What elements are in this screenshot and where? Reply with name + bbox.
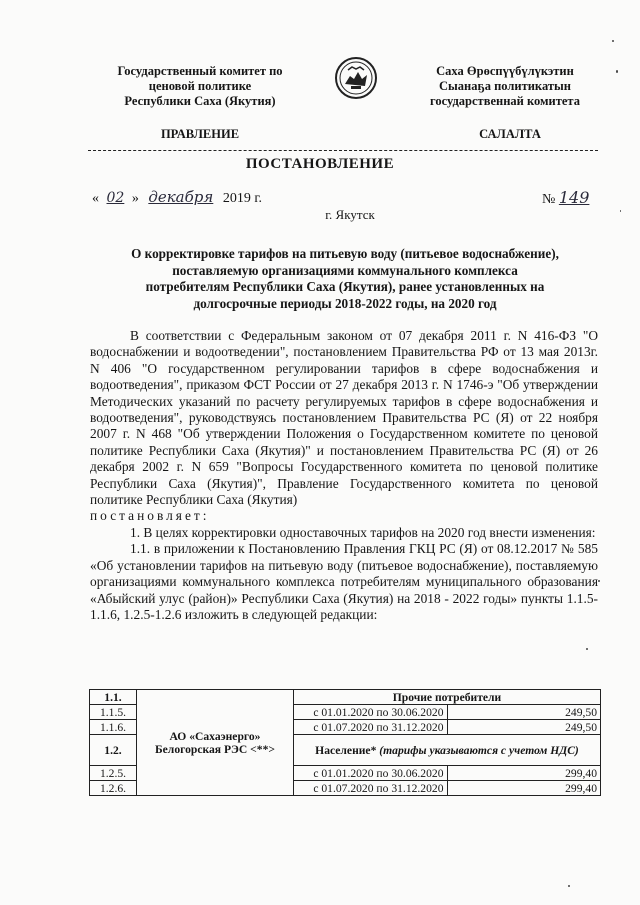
row-label: 1.2.6. xyxy=(90,781,137,796)
header-divider xyxy=(88,150,598,151)
doc-heading xyxy=(90,246,600,312)
heading-line-1: О корректировке тарифов на питьевую воду (питьевое водоснабжение), xyxy=(131,246,559,261)
value-cell: 299,40 xyxy=(447,766,601,781)
heading-line-2: поставляемую организациями коммунального комплекса xyxy=(172,262,518,278)
org-name: АО «Сахаэнерго» Белогорская РЭС <**> xyxy=(137,690,294,796)
tariff-table xyxy=(89,689,601,796)
value-cell: 299,40 xyxy=(447,781,601,796)
heading-line-4: долгосрочные периоды 2018-2022 годы, на 2020 год xyxy=(193,295,497,311)
value-cell: 249,50 xyxy=(447,720,601,735)
scan-speck xyxy=(598,580,600,582)
date-open-quote: « xyxy=(92,191,99,206)
table-row xyxy=(90,690,601,705)
period-cell: с 01.07.2020 по 31.12.2020 xyxy=(294,720,448,735)
header-right-sub: САЛАЛТА xyxy=(479,127,541,141)
date-month: декабря xyxy=(148,188,214,206)
header-left-line-1: Государственный комитет по xyxy=(117,64,283,78)
date-day: 02 xyxy=(106,190,125,206)
emblem-icon xyxy=(334,56,378,100)
row-label: 1.1. xyxy=(90,690,137,705)
para-main: В соответствии с Федеральным законом от 07 декабря 2011 г. N 416-ФЗ "О водоснабжении и водоотведении", постановлением Правительства РФ от 13 мая 2013г. N 406 "О государственном регулировании тарифов в сфере водоснабжения и водоотведения", приказом ФСТ России от 27 декабря 2013 г. N 1746-э "Об утверждении Методических указаний по расчету регулируемых тарифов в сфере водоснабжения и водоотведения", руководствуясь постановлением Правительства РС (Я) от 22 ноября 2007 г. N 468 "Об утверждении Положения о Государственном комитете по ценовой политике Республики Саха (Якутия)" и постановлением Правительства РС (Я) от 26 декабря 2002 г. N 659 "Вопросы Государственного комитета по ценовой политике Республики Саха (Якутия)", Правление Государственного комитета по ценовой политике Республики Саха (Якутия) xyxy=(90,328,598,508)
row-label: 1.1.6. xyxy=(90,720,137,735)
doc-city: г. Якутск xyxy=(325,207,375,222)
para-postanovlyaet: постановляет: xyxy=(90,508,210,524)
doc-body xyxy=(90,328,598,623)
doc-number xyxy=(542,188,589,208)
row-label: 1.1.5. xyxy=(90,705,137,720)
scan-speck xyxy=(620,210,621,212)
number-value: 149 xyxy=(558,188,590,207)
row-label: 1.2.5. xyxy=(90,766,137,781)
scan-speck xyxy=(568,885,570,887)
row-label: 1.2. xyxy=(90,735,137,766)
period-cell: с 01.01.2020 по 30.06.2020 xyxy=(294,766,448,781)
date-close-quote: » xyxy=(131,191,139,206)
group-population-title: Население* xyxy=(315,743,380,757)
group-other: Прочие потребители xyxy=(294,690,601,705)
header-left-line-2: ценовой политике xyxy=(148,79,252,93)
para-item-1: 1. В целях корректировки одноставочных тарифов на 2020 год внести изменения: xyxy=(130,524,596,540)
doc-title: ПОСТАНОВЛЕНИЕ xyxy=(245,156,395,172)
date-year: 2019 г. xyxy=(222,191,262,206)
number-prefix: № xyxy=(542,192,556,207)
doc-date xyxy=(92,188,262,207)
value-cell: 249,50 xyxy=(447,705,601,720)
para-item-1-1: 1.1. в приложении к Постановлению Правления ГКЦ РС (Я) от 08.12.2017 № 585 «Об установлении тарифов на питьевую воду (питьевое водоснабжение), поставляемую организациями коммунального комплекса потребителям муниципального образования «Абыйский улус (район)» Республики Саха (Якутия) на 2018 - 2022 годы» пункты 1.1.5-1.1.6, 1.2.5-1.2.6 изложить в следующей редакции: xyxy=(90,541,598,622)
period-cell: с 01.01.2020 по 30.06.2020 xyxy=(294,705,448,720)
header-right-line-2: Сыанаҕа политикатын xyxy=(439,79,571,93)
header-left xyxy=(100,64,300,109)
scan-speck xyxy=(616,70,618,73)
header-right xyxy=(405,64,605,109)
heading-line-3: потребителям Республики Саха (Якутия), ранее установленных на xyxy=(145,279,545,295)
group-population-note: (тарифы указываются с учетом НДС) xyxy=(379,743,579,757)
header-right-line-1: Саха Өрөспүүбүлүкэтин xyxy=(436,64,574,78)
group-population xyxy=(294,735,601,766)
period-cell: с 01.07.2020 по 31.12.2020 xyxy=(294,781,448,796)
header-right-line-3: государственнай комитета xyxy=(430,94,580,108)
header-left-line-3: Республики Саха (Якутия) xyxy=(124,94,276,108)
scan-speck xyxy=(612,40,614,42)
scan-speck xyxy=(586,648,588,650)
header-left-sub: ПРАВЛЕНИЕ xyxy=(160,127,240,141)
